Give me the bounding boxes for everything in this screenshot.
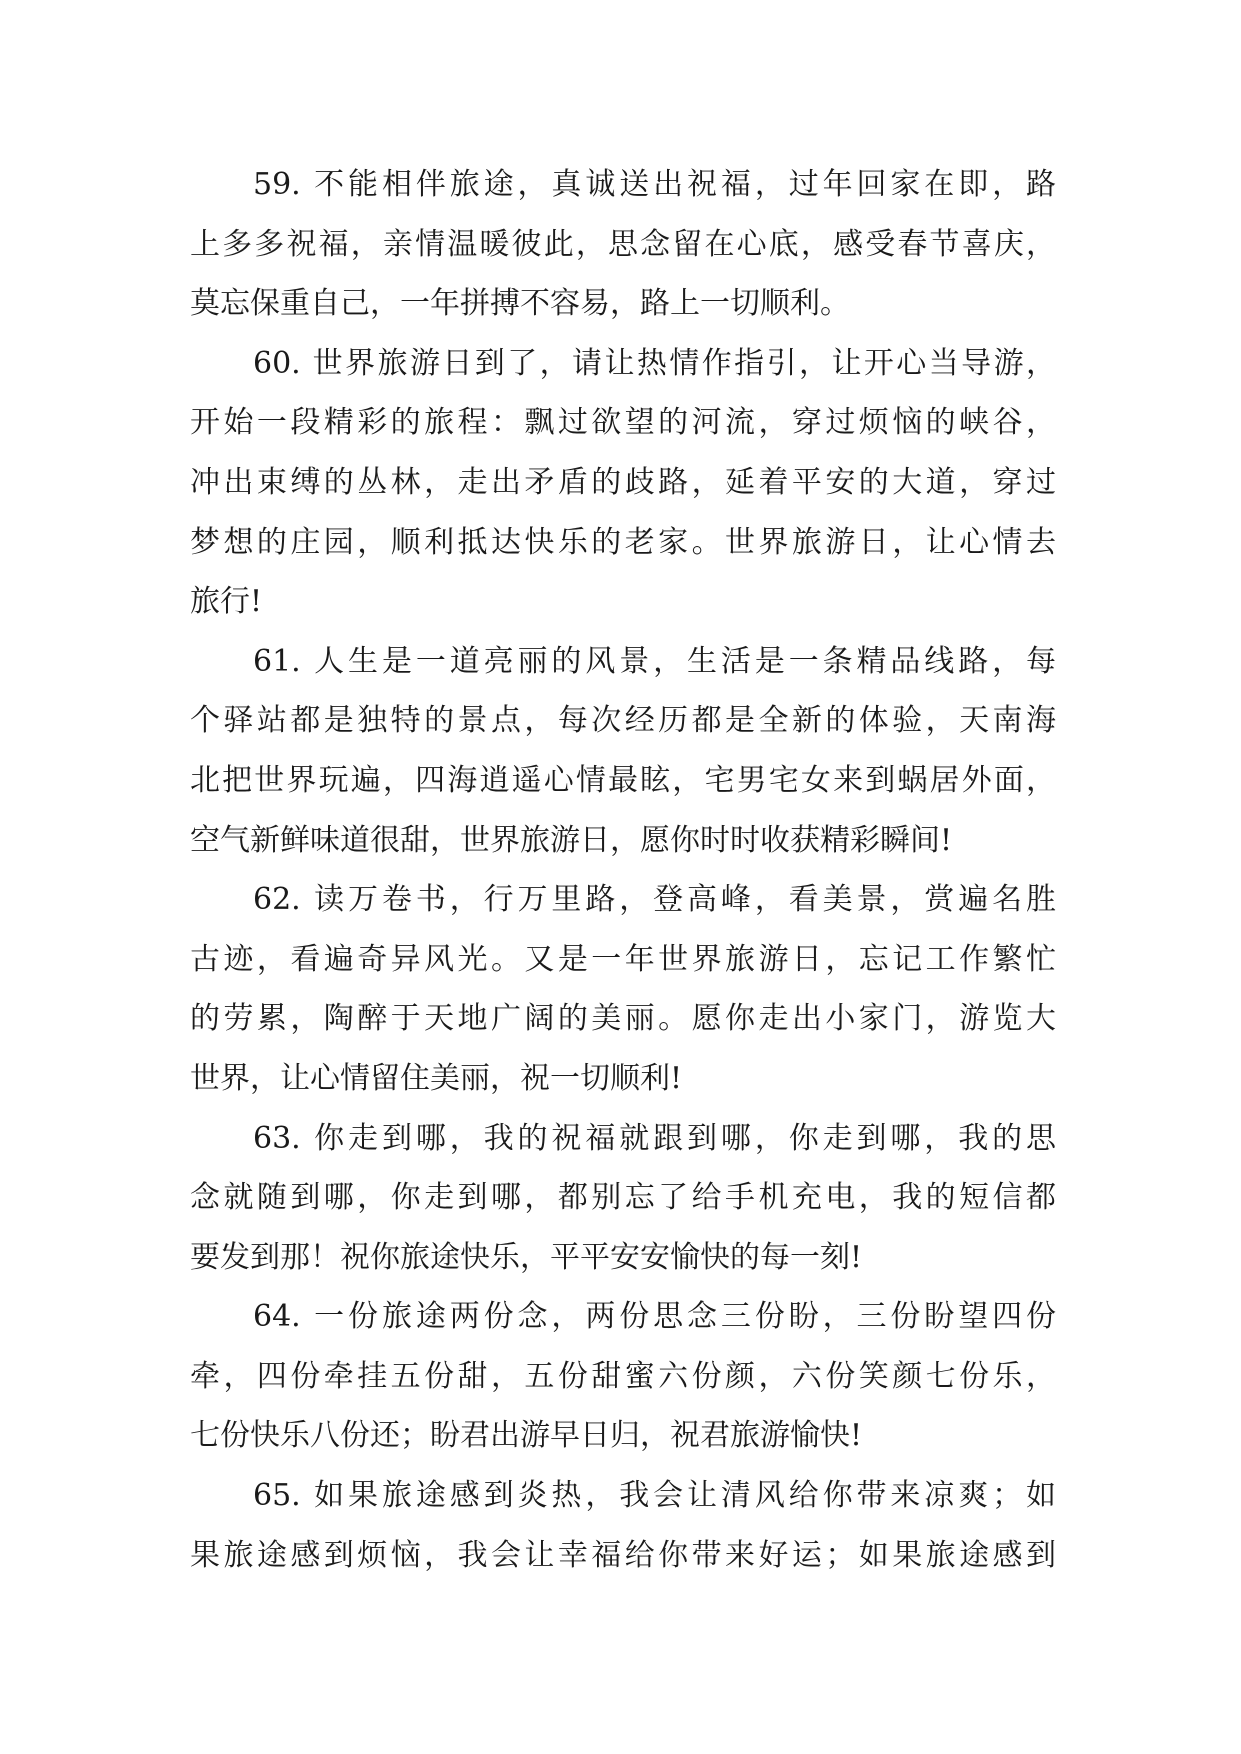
text-line: 60. 世界旅游日到了，请让热情作指引，让开心当导游， bbox=[253, 345, 1056, 381]
text-line: 世界，让心情留住美丽，祝一切顺利! bbox=[190, 1060, 683, 1096]
text-line: 梦想的庄园，顺利抵达快乐的老家。世界旅游日，让心情去 bbox=[190, 524, 1056, 560]
text-line: 开始一段精彩的旅程：飘过欲望的河流，穿过烦恼的峡谷， bbox=[190, 405, 1056, 441]
paragraph-62 bbox=[190, 870, 1056, 1108]
document-body bbox=[190, 155, 1056, 1585]
text-line: 上多多祝福，亲情温暖彼此，思念留在心底，感受春节喜庆， bbox=[190, 226, 1056, 262]
text-line: 七份快乐八份还；盼君出游早日归，祝君旅游愉快! bbox=[190, 1418, 863, 1454]
text-line: 要发到那！祝你旅途快乐，平平安安愉快的每一刻! bbox=[190, 1239, 863, 1275]
paragraph-61 bbox=[190, 632, 1056, 870]
paragraph-60 bbox=[190, 334, 1056, 632]
paragraph-64 bbox=[190, 1287, 1056, 1466]
text-line: 的劳累，陶醉于天地广阔的美丽。愿你走出小家门，游览大 bbox=[190, 1001, 1056, 1037]
text-line: 个驿站都是独特的景点，每次经历都是全新的体验，天南海 bbox=[190, 703, 1056, 739]
text-line: 65. 如果旅途感到炎热，我会让清风给你带来凉爽；如 bbox=[253, 1478, 1056, 1514]
text-line: 念就随到哪，你走到哪，都别忘了给手机充电，我的短信都 bbox=[190, 1180, 1056, 1216]
text-line: 62. 读万卷书，行万里路，登高峰，看美景，赏遍名胜 bbox=[253, 882, 1056, 918]
paragraph-65 bbox=[190, 1466, 1056, 1585]
text-line: 63. 你走到哪，我的祝福就跟到哪，你走到哪，我的思 bbox=[253, 1120, 1056, 1156]
paragraph-59 bbox=[190, 155, 1056, 334]
text-line: 果旅途感到烦恼，我会让幸福给你带来好运；如果旅途感到 bbox=[190, 1537, 1056, 1573]
text-line: 冲出束缚的丛林，走出矛盾的歧路，延着平安的大道，穿过 bbox=[190, 464, 1056, 500]
text-line: 牵，四份牵挂五份甜，五份甜蜜六份颜，六份笑颜七份乐， bbox=[190, 1358, 1056, 1394]
text-line: 莫忘保重自己，一年拼搏不容易，路上一切顺利。 bbox=[190, 286, 850, 322]
text-line: 空气新鲜味道很甜，世界旅游日，愿你时时收获精彩瞬间! bbox=[190, 822, 953, 858]
text-line: 59. 不能相伴旅途，真诚送出祝福，过年回家在即，路 bbox=[253, 167, 1056, 202]
text-line: 旅行! bbox=[190, 584, 263, 620]
text-line: 61. 人生是一道亮丽的风景，生活是一条精品线路，每 bbox=[253, 643, 1056, 679]
paragraph-63 bbox=[190, 1109, 1056, 1288]
text-line: 64. 一份旅途两份念，两份思念三份盼，三份盼望四份 bbox=[253, 1299, 1056, 1335]
text-line: 北把世界玩遍，四海逍遥心情最眩，宅男宅女来到蜗居外面， bbox=[190, 762, 1056, 798]
text-line: 古迹，看遍奇异风光。又是一年世界旅游日，忘记工作繁忙 bbox=[190, 941, 1056, 977]
